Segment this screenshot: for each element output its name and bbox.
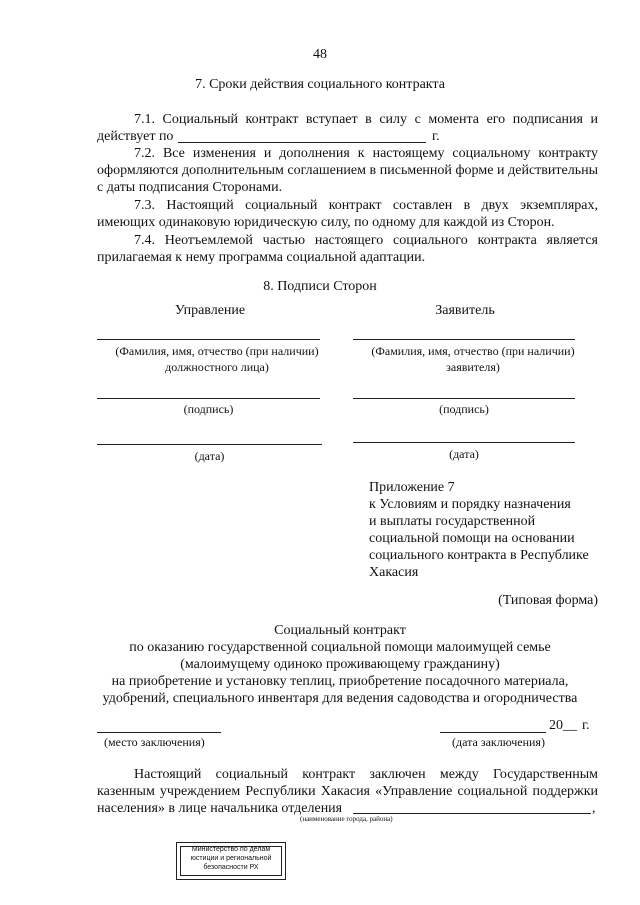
clause-7-1-line1: 7.1. Социальный контракт вступает в силу с момента его подписания и bbox=[134, 112, 598, 127]
appendix-line-1: Приложение 7 bbox=[369, 480, 455, 495]
clause-7-2-line3: с даты подписания Сторонами. bbox=[97, 180, 283, 195]
stamp-line-3: безопасности РХ bbox=[203, 864, 259, 871]
department-name-line bbox=[353, 813, 591, 814]
year-suffix: г. bbox=[582, 718, 590, 733]
section-7-title: 7. Сроки действия социального контракта bbox=[195, 77, 445, 92]
section-8-title: 8. Подписи Сторон bbox=[263, 279, 377, 294]
form-type-label: (Типовая форма) bbox=[498, 593, 598, 608]
contract-subtitle-1: по оказанию государственной социальной помощи малоимущей семье bbox=[129, 640, 551, 655]
appendix-line-6: Хакасия bbox=[369, 565, 419, 580]
stamp-line-2: юстиции и региональной bbox=[190, 855, 272, 862]
left-name-hint-2: должностного лица) bbox=[165, 360, 269, 374]
contract-body-line-2: казенным учреждением Республики Хакасия «Управление социальной поддержки bbox=[97, 784, 598, 799]
stamp-line-1: Министерство по делам bbox=[191, 846, 271, 853]
right-signature-line bbox=[353, 398, 575, 399]
clause-7-4-line1: 7.4. Неотъемлемой частью настоящего социального контракта является bbox=[134, 233, 598, 248]
appendix-line-5: социального контракта в Республике bbox=[369, 548, 589, 563]
place-of-conclusion-line bbox=[97, 732, 221, 733]
place-of-conclusion-hint: (место заключения) bbox=[104, 735, 205, 749]
right-name-line bbox=[353, 339, 575, 340]
clause-7-1-year-suffix: г. bbox=[432, 129, 440, 144]
registration-stamp bbox=[176, 842, 286, 880]
clause-7-1-line2-start: действует по bbox=[97, 129, 174, 144]
date-of-conclusion-line bbox=[440, 732, 546, 733]
page-number: 48 bbox=[313, 47, 327, 62]
clause-7-3-line2: имеющих одинаковую юридическую силу, по одному для каждой из Сторон. bbox=[97, 215, 555, 230]
left-date-hint: (дата) bbox=[194, 449, 225, 463]
clause-7-2-line2: оформляются дополнительным соглашением в письменной форме и действительны bbox=[97, 163, 598, 178]
right-signature-hint: (подпись) bbox=[439, 402, 489, 416]
contract-subtitle-3: на приобретение и установку теплиц, приобретение посадочного материала, bbox=[111, 674, 569, 689]
clause-7-2-line1: 7.2. Все изменения и дополнения к настоящему социальному контракту bbox=[134, 146, 598, 161]
year-prefix: 20__ bbox=[549, 718, 577, 733]
right-name-hint-2: заявителя) bbox=[446, 360, 500, 374]
contract-subtitle-4: удобрений, специального инвентаря для ведения садоводства и огородничества bbox=[102, 691, 578, 706]
date-of-conclusion-hint: (дата заключения) bbox=[452, 735, 545, 749]
left-signature-hint: (подпись) bbox=[183, 402, 234, 416]
appendix-line-2: к Условиям и порядку назначения bbox=[369, 497, 571, 512]
right-date-line bbox=[353, 442, 575, 443]
contract-body-line-1: Настоящий социальный контракт заключен между Государственным bbox=[134, 767, 598, 782]
appendix-line-3: и выплаты государственной bbox=[369, 514, 536, 529]
right-name-hint-1: (Фамилия, имя, отчество (при наличии) bbox=[371, 344, 575, 358]
valid-until-date-line bbox=[178, 142, 426, 143]
left-name-line bbox=[97, 339, 320, 340]
left-name-hint-1: (Фамилия, имя, отчество (при наличии) bbox=[115, 344, 319, 358]
city-hint: (наименование города, района) bbox=[300, 815, 393, 823]
clause-7-3-line1: 7.3. Настоящий социальный контракт составлен в двух экземплярах, bbox=[134, 198, 598, 213]
right-date-hint: (дата) bbox=[449, 447, 479, 461]
contract-body-comma: , bbox=[592, 801, 596, 816]
appendix-line-4: социальной помощи на основании bbox=[369, 531, 575, 546]
contract-subtitle-2: (малоимущему одиноко проживающему гражданину) bbox=[180, 657, 500, 672]
contract-title: Социальный контракт bbox=[274, 623, 406, 638]
contract-body-line-3: населения» в лице начальника отделения bbox=[97, 801, 343, 816]
left-signature-line bbox=[97, 398, 320, 399]
left-date-line bbox=[97, 444, 322, 445]
clause-7-4-line2: прилагаемая к нему программа социальной адаптации. bbox=[97, 250, 426, 265]
left-party-label: Управление bbox=[174, 303, 246, 318]
right-party-label: Заявитель bbox=[435, 303, 495, 318]
stamp-text bbox=[177, 845, 285, 872]
